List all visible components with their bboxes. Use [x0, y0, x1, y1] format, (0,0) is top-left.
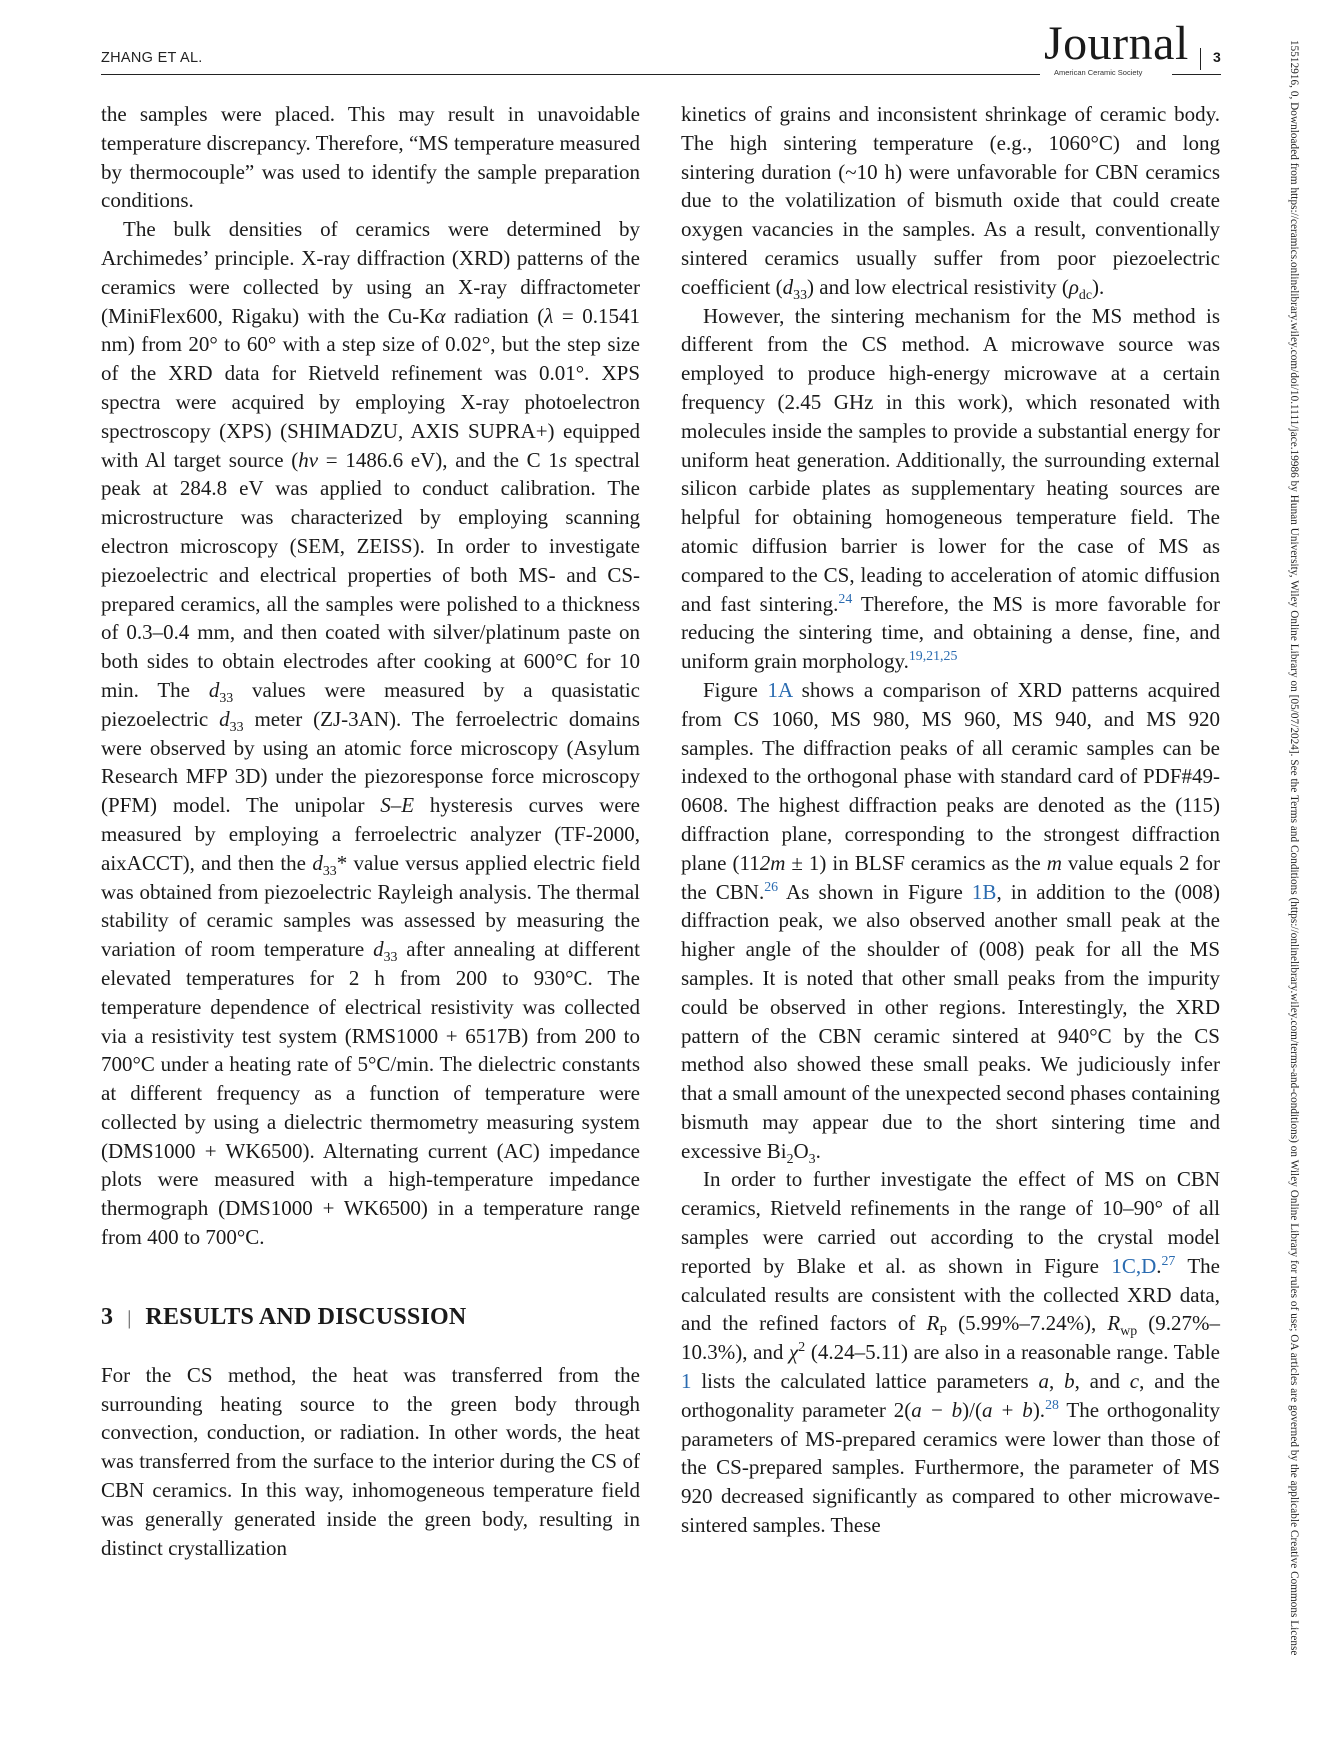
figure-link[interactable]: 1B [971, 879, 997, 904]
running-head-author: ZHANG ET AL. [101, 50, 203, 66]
section-title: RESULTS AND DISCUSSION [145, 1303, 467, 1330]
journal-logo [1040, 17, 1189, 84]
download-notice: 15512916, 0, Downloaded from https://ceramics.onlinelibrary.wiley.com/doi/10.1111/jace.19986 by Hunan University, Wiley Online Library on [05/07/2024]. See the Terms and Conditions (https://onlinelibrary.wiley.com/terms-and-conditions) on Wiley Online Library for rules of use; OA articles are governed by the applicable Creative Commons License [1288, 40, 1300, 1656]
reference-link[interactable]: 24 [838, 590, 853, 606]
page-number-separator [1200, 48, 1201, 70]
figure-link[interactable]: 1C,D [1111, 1253, 1157, 1278]
paragraph: Figure 1A shows a comparison of XRD patterns acquired from CS 1060, MS 980, MS 960, MS 940, and MS 920 samples. The diffraction peaks of all ceramic samples can be indexed to the orthogonal phase with standard card of PDF#49-0608. The highest diffraction peaks are denoted as the (115) diffraction plane, corresponding to the strongest diffraction plane (112m ± 1) in BLSF ceramics as the m value equals 2 for the CBN.$^{26}$ As shown in Figure 1B, in addition to the (008) diffraction peak, we also observed another small peak at the higher angle of the shoulder of (008) peak for all the MS samples. It is noted that other small peaks from the impurity could be observed in other regions. Interestingly, the XRD pattern of the CBN ceramic sintered at 940°C by the CS method also showed these small peaks. We judiciously infer that a small amount of the unexpected second phases containing bismuth may appear due to the short sintering time and excessive $Bi_2O_3$. [681, 677, 1220, 1166]
left-column [101, 100, 640, 1562]
right-column [681, 100, 1220, 1540]
journal-logo-word: Journal [1044, 17, 1189, 70]
page-number: 3 [1213, 49, 1221, 65]
figure-link[interactable]: 1A [767, 677, 792, 702]
section-number: 3 [101, 1303, 114, 1330]
paragraph: For the CS method, the heat was transferred from the surrounding heating source to the green body through convection, conduction, or radiation. In other words, the heat was transferred from the surface to the interior during the CS of CBN ceramics. In this way, inhomogeneous temperature field was generally generated inside the green body, resulting in distinct crystallization [101, 1362, 640, 1560]
paragraph: The bulk densities of ceramics were determined by Archimedes’ principle. X-ray diffraction (XRD) patterns of the ceramics were collected by using an X-ray diffractometer (MiniFlex600, Rigaku) with the Cu-Kα radiation (λ = 0.1541 nm) from 20° to 60° with a step size of 0.02°, but the step size of the XRD data for Rietveld refinement was 0.01°. XPS spectra were acquired by employing X-ray photoelectron spectroscopy (XPS) (SHIMADZU, AXIS SUPRA+) equipped with Al target source (hν = 1486.6 eV), and the C 1s spectral peak at 284.8 eV was applied to conduct calibration. The microstructure was characterized by employing scanning electron microscopy (SEM, ZEISS). In order to investigate piezoelectric and electrical properties of both MS- and CS-prepared ceramics, all the samples were polished to a thickness of 0.3–0.4 mm, and then coated with silver/platinum paste on both sides to obtain electrodes after cooking at 600°C for 10 min. The $d_{33}$ values were measured by a quasistatic piezoelectric $d_{33}$ meter (ZJ-3AN). The ferroelectric domains were observed by using an atomic force microscopy (Asylum Research MFP 3D) under the piezoresponse force microscopy (PFM) model. The unipolar S–E hysteresis curves were measured by employing a ferroelectric analyzer (TF-2000, aixACCT), and then the $d_{33}*$ value versus applied electric field was obtained from piezoelectric Rayleigh analysis. The thermal stability of ceramic samples was assessed by measuring the variation of room temperature $d_{33}$ after annealing at different elevated temperatures for 2 h from 200 to 930°C. The temperature dependence of electrical resistivity was collected via a resistivity test system (RMS1000 + 6517B) from 200 to 700°C under a heating rate of 5°C/min. The dielectric constants at different frequency as a function of temperature were collected by using a dielectric thermometry measuring system (DMS1000 + WK6500). Alternating current (AC) impedance plots were measured with a high-temperature impedance thermograph (DMS1000 + WK6500) in a temperature range from 400 to 700°C. [101, 217, 641, 1250]
paragraph: kinetics of grains and inconsistent shrinkage of ceramic body. The high sintering temperature (e.g., 1060°C) and long sintering duration (~10 h) were unfavorable for CBN ceramics due to the volatilization of bismuth oxide that could create oxygen vacancies in the samples. As a result, conventionally sintered ceramics usually suffer from poor piezoelectric coefficient $(d_{33})$ and low electrical resistivity $(\rho_{dc})$. [681, 102, 1220, 302]
reference-link[interactable]: 28 [1045, 1396, 1059, 1412]
section-heading: 3 | RESULTS AND DISCUSSION [101, 1303, 467, 1330]
paragraph: However, the sintering mechanism for the MS method is different from the CS method. A microwave source was employed to produce high-energy microwave at a certain frequency (2.45 GHz in this work), which resonated with molecules inside the samples to provide a substantial energy for uniform heat generation. Additionally, the surrounding external silicon carbide plates as supplementary heating sources are helpful for obtaining homogeneous temperature field. The atomic diffusion barrier is lower for the case of MS as compared to the CS, leading to acceleration of atomic diffusion and fast sintering.$^{24}$ Therefore, the MS is more favorable for reducing the sintering time, and obtaining a dense, fine, and uniform grain morphology.$^{19,21,25}$ [681, 303, 1220, 674]
paragraph: In order to further investigate the effect of MS on CBN ceramics, Rietveld refinements in the range of 10–90° of all samples were carried out according to the crystal model reported by Blake et al. as shown in Figure 1C,D.$^{27}$ The calculated results are consistent with the collected XRD data, and the refined factors of $R_P$ (5.99%–7.24%), $R_{wp}$ (9.27%–10.3%), and $\chi^2$ (4.24–5.11) are also in a reasonable range. Table 1 lists the calculated lattice parameters a, b, and c, and the orthogonality parameter 2(a − b)/(a + b).$^{28}$ The orthogonality parameters of MS-prepared ceramics were lower than those of the CS-prepared samples. Furthermore, the parameter of MS 920 decreased significantly as compared to other microwave-sintered samples. These [681, 1167, 1221, 1538]
reference-link[interactable]: 27 [1161, 1252, 1176, 1268]
table-link[interactable]: 1 [681, 1369, 692, 1394]
reference-link[interactable]: 26 [764, 878, 779, 894]
paragraph: the samples were placed. This may result in unavoidable temperature discrepancy. Therefore, “MS temperature measured by thermocouple” was used to identify the sample preparation conditions. [101, 102, 640, 213]
journal-logo-subtitle: American Ceramic Society [1054, 68, 1143, 77]
reference-link[interactable]: 19,21,25 [908, 648, 958, 664]
